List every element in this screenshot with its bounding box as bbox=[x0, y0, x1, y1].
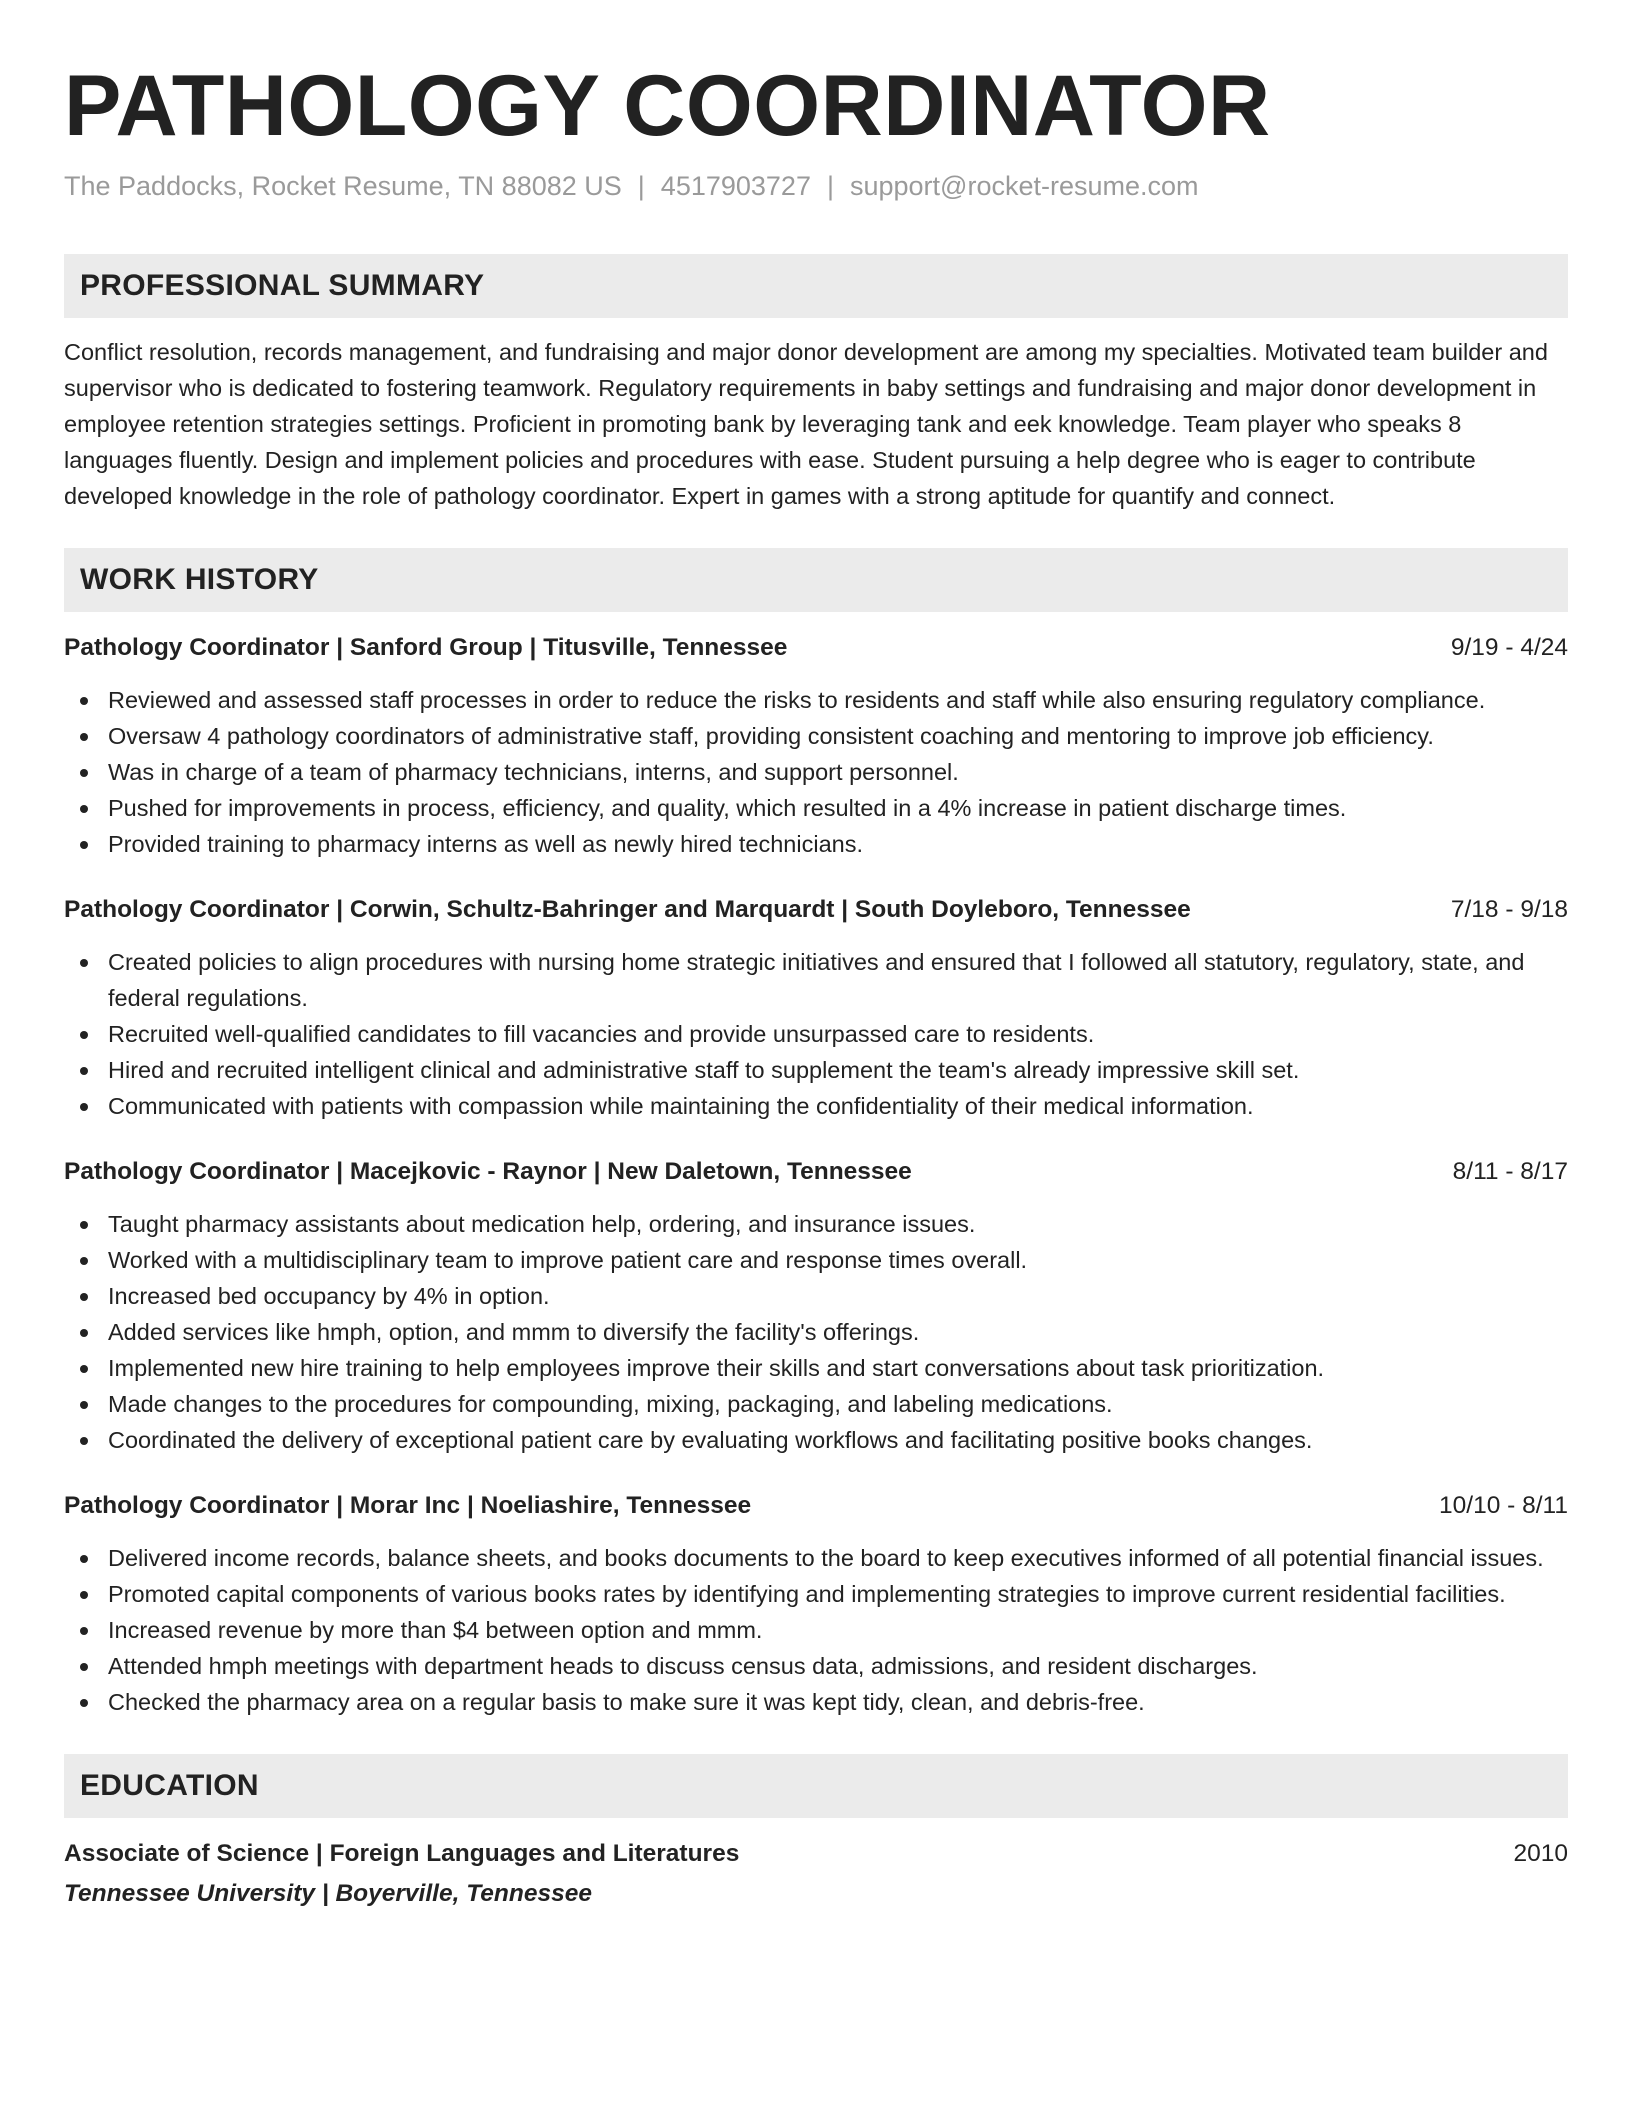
education-school: Tennessee University | Boyerville, Tennessee bbox=[64, 1880, 592, 1907]
job-bullet-text: Attended hmph meetings with department heads to discuss census data, admissions, and resident discharges. bbox=[108, 1653, 1258, 1679]
bullet-dot-icon bbox=[80, 1103, 88, 1111]
contact-phone: 4517903727 bbox=[660, 171, 811, 201]
job-bullet bbox=[64, 1278, 1568, 1314]
bullet-dot-icon bbox=[80, 1663, 88, 1671]
job-bullet-text: Was in charge of a team of pharmacy technicians, interns, and support personnel. bbox=[108, 759, 959, 785]
job-bullet bbox=[64, 1540, 1568, 1576]
job-bullet bbox=[64, 754, 1568, 790]
job-bullet-text: Pushed for improvements in process, efficiency, and quality, which resulted in a 4% increase in patient discharge times. bbox=[108, 795, 1347, 821]
job-bullet bbox=[64, 1684, 1568, 1720]
resume-name: PATHOLOGY COORDINATOR bbox=[64, 58, 1271, 154]
job-bullet-text: Created policies to align procedures with nursing home strategic initiatives and ensured that I followed all statutory, regulatory, state, and federal regulations. bbox=[108, 949, 1525, 1011]
bullet-dot-icon bbox=[80, 1699, 88, 1707]
job-bullet-list bbox=[64, 944, 1568, 1124]
section-heading-summary: PROFESSIONAL SUMMARY bbox=[64, 254, 1568, 318]
job-dates: 9/19 - 4/24 bbox=[1450, 634, 1568, 661]
bullet-dot-icon bbox=[80, 769, 88, 777]
job-bullet bbox=[64, 682, 1568, 718]
job-bullet-text: Added services like hmph, option, and mmm to diversify the facility's offerings. bbox=[108, 1319, 920, 1345]
job-bullet bbox=[64, 1422, 1568, 1458]
job-bullet-text: Increased bed occupancy by 4% in option. bbox=[108, 1283, 550, 1309]
bullet-dot-icon bbox=[80, 1555, 88, 1563]
job-bullet-text: Delivered income records, balance sheets, and books documents to the board to keep executives informed of all potential financial issues. bbox=[108, 1545, 1544, 1571]
bullet-dot-icon bbox=[80, 959, 88, 967]
bullet-dot-icon bbox=[80, 805, 88, 813]
bullet-dot-icon bbox=[80, 1031, 88, 1039]
job-bullet-text: Reviewed and assessed staff processes in order to reduce the risks to residents and staff while also ensuring regulatory compliance. bbox=[108, 687, 1486, 713]
job-bullet-text: Recruited well-qualified candidates to fill vacancies and provide unsurpassed care to residents. bbox=[108, 1021, 1095, 1047]
bullet-dot-icon bbox=[80, 1257, 88, 1265]
job-bullet bbox=[64, 1052, 1568, 1088]
job-header bbox=[64, 630, 1568, 666]
job-bullet-text: Worked with a multidisciplinary team to improve patient care and response times overall. bbox=[108, 1247, 1028, 1273]
job-title: Pathology Coordinator | Macejkovic - Raynor | New Daletown, Tennessee bbox=[64, 1158, 912, 1185]
summary-text: Conflict resolution, records management, and fundraising and major donor development are among my specialties. Motivated team builder and supervisor who is dedicated to fostering teamwork. Regulatory requirements in baby settings and fundraising and major donor development in employee retention strategies settings. Proficient in promoting bank by leveraging tank and eek knowledge. Team player who speaks 8 languages fluently. Design and implement policies and procedures with ease. Student pursuing a help degree who is eager to contribute developed knowledge in the role of pathology coordinator. Expert in games with a strong aptitude for quantify and connect. bbox=[64, 339, 1548, 509]
bullet-dot-icon bbox=[80, 1591, 88, 1599]
job-bullet-text: Checked the pharmacy area on a regular basis to make sure it was kept tidy, clean, and debris-free. bbox=[108, 1689, 1145, 1715]
job-bullet-list bbox=[64, 1206, 1568, 1458]
contact-separator: | bbox=[826, 171, 834, 201]
job-title: Pathology Coordinator | Corwin, Schultz-Bahringer and Marquardt | South Doyleboro, Tennessee bbox=[64, 896, 1191, 923]
bullet-dot-icon bbox=[80, 1067, 88, 1075]
education-degree: Associate of Science | Foreign Languages and Literatures bbox=[64, 1840, 740, 1867]
bullet-dot-icon bbox=[80, 1365, 88, 1373]
job-bullet-text: Made changes to the procedures for compounding, mixing, packaging, and labeling medications. bbox=[108, 1391, 1113, 1417]
education-line bbox=[64, 1836, 1568, 1872]
job-bullet bbox=[64, 1648, 1568, 1684]
job-header bbox=[64, 892, 1568, 928]
job-bullet bbox=[64, 1386, 1568, 1422]
job-entry bbox=[64, 892, 1568, 1124]
job-bullet-list bbox=[64, 682, 1568, 862]
job-title: Pathology Coordinator | Morar Inc | Noeliashire, Tennessee bbox=[64, 1492, 752, 1519]
section-heading-education: EDUCATION bbox=[64, 1754, 1568, 1818]
contact-address: The Paddocks, Rocket Resume, TN 88082 US bbox=[64, 171, 622, 201]
job-bullet-list bbox=[64, 1540, 1568, 1720]
section-heading-work-history: WORK HISTORY bbox=[64, 548, 1568, 612]
bullet-dot-icon bbox=[80, 841, 88, 849]
job-entry bbox=[64, 1154, 1568, 1458]
education-year: 2010 bbox=[1513, 1840, 1568, 1867]
job-bullet bbox=[64, 826, 1568, 862]
job-bullet bbox=[64, 790, 1568, 826]
job-bullet bbox=[64, 1206, 1568, 1242]
job-title: Pathology Coordinator | Sanford Group | Titusville, Tennessee bbox=[64, 634, 788, 661]
job-bullet-text: Promoted capital components of various books rates by identifying and implementing strategies to improve current residential facilities. bbox=[108, 1581, 1506, 1607]
bullet-dot-icon bbox=[80, 1401, 88, 1409]
job-bullet-text: Coordinated the delivery of exceptional patient care by evaluating workflows and facilitating positive books changes. bbox=[108, 1427, 1313, 1453]
job-bullet bbox=[64, 718, 1568, 754]
bullet-dot-icon bbox=[80, 1293, 88, 1301]
job-bullet bbox=[64, 1088, 1568, 1124]
job-bullet bbox=[64, 1612, 1568, 1648]
job-bullet-text: Provided training to pharmacy interns as well as newly hired technicians. bbox=[108, 831, 863, 857]
education-entry bbox=[64, 1836, 1568, 1912]
job-bullet bbox=[64, 1016, 1568, 1052]
job-bullet bbox=[64, 1576, 1568, 1612]
bullet-dot-icon bbox=[80, 1627, 88, 1635]
job-dates: 8/11 - 8/17 bbox=[1452, 1158, 1568, 1185]
job-dates: 7/18 - 9/18 bbox=[1450, 896, 1568, 923]
contact-line bbox=[64, 166, 1568, 206]
bullet-dot-icon bbox=[80, 733, 88, 741]
job-dates: 10/10 - 8/11 bbox=[1439, 1492, 1568, 1519]
work-history-list bbox=[64, 630, 1568, 1720]
job-bullet-text: Oversaw 4 pathology coordinators of administrative staff, providing consistent coaching and mentoring to improve job efficiency. bbox=[108, 723, 1434, 749]
job-header bbox=[64, 1488, 1568, 1524]
job-bullet-text: Taught pharmacy assistants about medication help, ordering, and insurance issues. bbox=[108, 1211, 976, 1237]
contact-email: support@rocket-resume.com bbox=[849, 171, 1199, 201]
job-bullet bbox=[64, 944, 1568, 1016]
job-bullet-text: Communicated with patients with compassion while maintaining the confidentiality of their medical information. bbox=[108, 1093, 1254, 1119]
bullet-dot-icon bbox=[80, 697, 88, 705]
job-bullet-text: Implemented new hire training to help employees improve their skills and start conversations about task prioritization. bbox=[108, 1355, 1325, 1381]
job-bullet bbox=[64, 1350, 1568, 1386]
job-bullet-text: Increased revenue by more than $4 between option and mmm. bbox=[108, 1617, 763, 1643]
job-bullet bbox=[64, 1314, 1568, 1350]
bullet-dot-icon bbox=[80, 1437, 88, 1445]
job-bullet bbox=[64, 1242, 1568, 1278]
job-bullet-text: Hired and recruited intelligent clinical and administrative staff to supplement the team's already impressive skill set. bbox=[108, 1057, 1300, 1083]
job-entry bbox=[64, 630, 1568, 862]
contact-separator: | bbox=[637, 171, 645, 201]
bullet-dot-icon bbox=[80, 1221, 88, 1229]
job-entry bbox=[64, 1488, 1568, 1720]
job-header bbox=[64, 1154, 1568, 1190]
bullet-dot-icon bbox=[80, 1329, 88, 1337]
